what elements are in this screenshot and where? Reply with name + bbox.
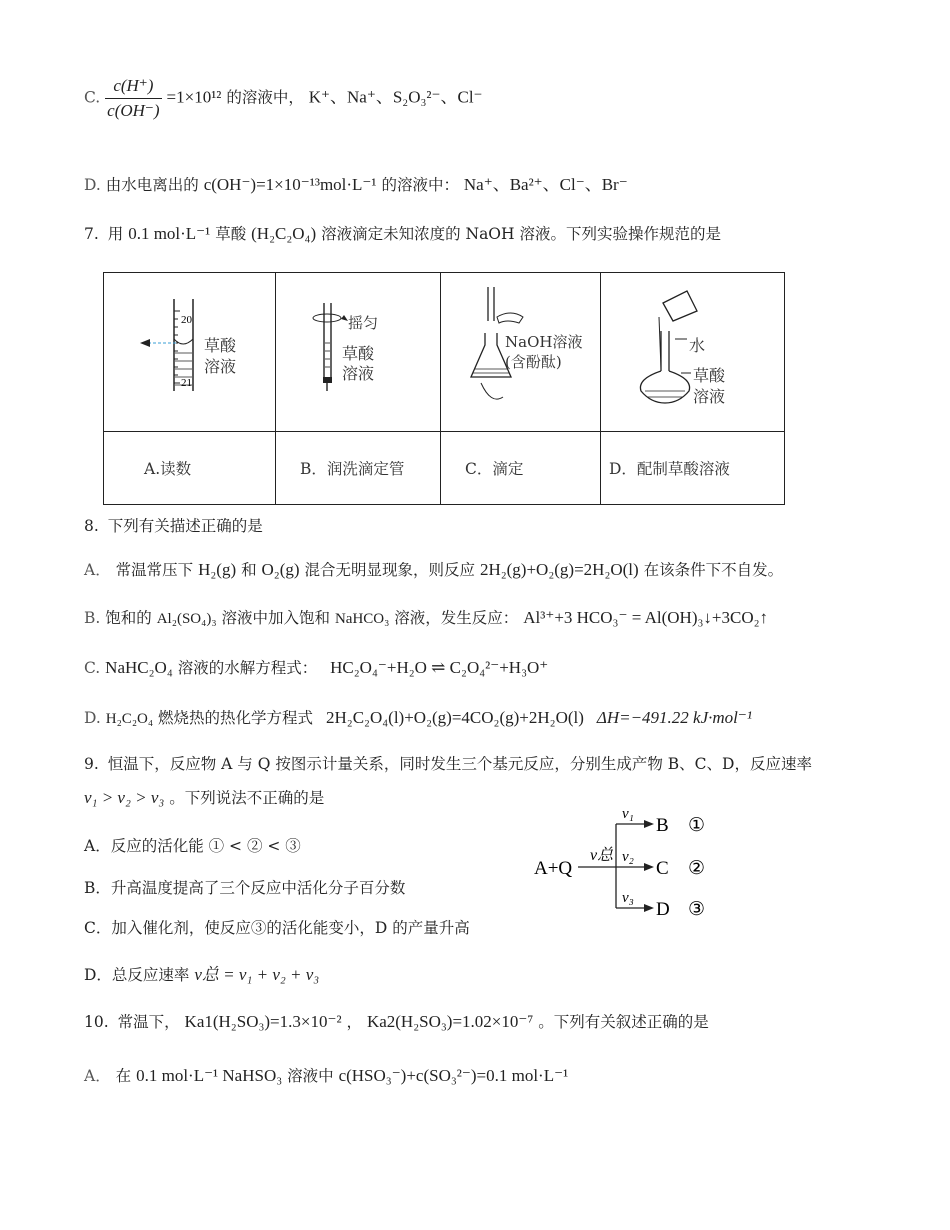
q8a-f1: H₂(g): [198, 560, 237, 579]
hand-icon: [481, 383, 503, 399]
q8d-t1: 燃烧热的热化学方程式: [158, 709, 314, 727]
question-10-stem: [84, 1010, 709, 1032]
eye-icon: [140, 339, 150, 347]
arrow-icon: [644, 863, 654, 871]
option-d-mid: 的溶液中：: [381, 176, 459, 194]
arrow-icon: [644, 820, 654, 828]
fig-d-label: 溶液: [693, 387, 726, 406]
reaction-number: ③: [688, 898, 706, 920]
q8b-t1: 饱和的: [105, 609, 152, 627]
option-d-ions: Na⁺、Ba²⁺、Cl⁻、Br⁻: [463, 175, 628, 194]
fig-a-label: 溶液: [204, 357, 237, 376]
q9-option-c: C．加入催化剂，使反应③的活化能变小，D 的产量升高: [84, 919, 470, 937]
option-label: A．: [84, 1067, 111, 1085]
q8a-t2: 和: [241, 561, 257, 579]
q8c-equation: HC₂O₄⁻+H₂O ⇌ C₂O₄²⁻+H₃O⁺: [330, 658, 549, 677]
reaction-number: ②: [688, 857, 706, 879]
q8-option-b: [84, 606, 768, 628]
q7-text-b: 草酸: [215, 225, 247, 243]
caption-c: C．滴定: [441, 432, 601, 505]
caption-b: B．润洗滴定管: [276, 432, 441, 505]
branch-3: [616, 890, 705, 920]
option-c-equation: =1×10¹²: [166, 87, 222, 107]
burette-rinse-figure: [276, 273, 440, 427]
q10-ka2: Ka2(H₂SO₃)=1.02×10⁻⁷: [366, 1012, 534, 1031]
option-label: B.: [84, 609, 101, 627]
tick-label: 20: [181, 314, 192, 326]
question-number: 9.: [84, 755, 99, 773]
reaction-scheme: [532, 800, 732, 925]
q7-formula: (H₂C₂O₄): [251, 224, 317, 243]
q9-rates: v₁ > v₂ > v₃: [84, 788, 165, 807]
q8d-equation: 2H₂C₂O₄(l)+O₂(g)=4CO₂(g)+2H₂O(l): [326, 708, 584, 727]
q10-option-a: [84, 1064, 568, 1086]
fig-b-shake-label: 摇匀: [348, 314, 379, 332]
q10-t1: 常温下，: [117, 1013, 180, 1031]
product-label: B: [656, 815, 669, 836]
q9-stem: 恒温下，反应物 A 与 Q 按图示计量关系，同时发生三个基元反应，分别生成产物 B、C、D，反应速率: [107, 755, 812, 773]
q8c-t1: 溶液的水解方程式：: [177, 659, 318, 677]
option-label: C.: [84, 659, 101, 677]
reaction-number: ①: [688, 814, 706, 836]
q8b-t3: 溶液，发生反应：: [394, 609, 519, 627]
q8c-f1: NaHC₂O₄: [105, 658, 173, 677]
rate-label: v₃: [622, 890, 634, 906]
q9-option-b: B．升高温度提高了三个反应中活化分子百分数: [84, 879, 406, 897]
fig-c-label: NaOH溶液: [505, 333, 583, 351]
q8a-f2: O₂(g): [261, 560, 300, 579]
tick-label: 21: [181, 377, 192, 389]
q8b-equation: Al³⁺+3 HCO₃⁻ = Al(OH)₃↓+3CO₂↑: [523, 608, 769, 627]
option-c: [84, 76, 483, 121]
figure-a-cell: [104, 273, 276, 432]
q10-t2: 。下列有关叙述正确的是: [538, 1013, 709, 1031]
titration-figure: [441, 273, 600, 427]
q10-ka1: Ka1(H₂SO₃)=1.3×10⁻²: [184, 1012, 342, 1031]
product-label: D: [656, 899, 670, 920]
q8-stem: 下列有关描述正确的是: [107, 517, 263, 535]
q10-sep: ，: [346, 1013, 363, 1031]
flask-bulb-icon: [640, 371, 689, 403]
fraction: [105, 76, 161, 121]
fig-c-label: (含酚酞): [505, 353, 562, 371]
fig-b-label: 草酸: [342, 344, 375, 363]
fraction-denominator: c(OH⁻): [107, 101, 160, 120]
q8-option-c: [84, 656, 548, 678]
question-9-stem: [84, 752, 812, 774]
rate-label: v₂: [622, 849, 634, 865]
fig-d-label: 草酸: [693, 366, 726, 385]
branch-2: [622, 849, 705, 879]
figure-d-cell: [601, 273, 785, 432]
q7-text-a: 用: [107, 225, 124, 243]
rate-label: v₁: [622, 806, 634, 822]
question-7-stem: [84, 222, 721, 244]
question-number: 8.: [84, 517, 99, 535]
q7-text-c: 溶液滴定未知浓度的 NaOH 溶液。下列实验操作规范的是: [321, 225, 721, 243]
q8-option-a: [84, 558, 783, 580]
option-d-pre: 由水电离出的: [105, 176, 199, 194]
figure-b-cell: [276, 273, 441, 432]
branch-1: [616, 806, 705, 836]
q7-concentration: 0.1 mol·L⁻¹: [128, 224, 211, 243]
total-rate-label: v总: [590, 847, 614, 864]
q8a-equation: 2H₂(g)+O₂(g)=2H₂O(l): [479, 560, 639, 579]
option-d-label: D.: [84, 176, 101, 194]
q8a-t3: 混合无明显现象，则反应: [304, 561, 475, 579]
q8a-t4: 在该条件下不自发。: [643, 561, 784, 579]
q9d-text: D．总反应速率: [84, 966, 190, 984]
caption-d: D．配制草酸溶液: [601, 432, 785, 505]
q10a-equation: c(HSO₃⁻)+c(SO₃²⁻)=0.1 mol·L⁻¹: [338, 1066, 569, 1085]
option-c-ions: K⁺、Na⁺、S₂O₃²⁻、Cl⁻: [308, 87, 483, 107]
q9-stem-end: 。下列说法不正确的是: [169, 789, 325, 807]
figure-c-cell: [441, 273, 601, 432]
q8d-enthalpy: ΔH=−491.22 kJ·mol⁻¹: [596, 708, 752, 727]
q8a-t1: 常温常压下: [115, 561, 194, 579]
q8-option-d: [84, 706, 752, 728]
q10a-t1: 在: [115, 1067, 132, 1085]
burette-reading-figure: [104, 273, 275, 427]
option-d-expr: c(OH⁻)=1×10⁻¹³mol·L⁻¹: [203, 175, 377, 194]
question-8-stem: [84, 514, 263, 536]
fig-a-label: 草酸: [204, 336, 237, 355]
q8b-f2: NaHCO₃: [334, 611, 390, 627]
product-label: C: [656, 858, 669, 879]
question-number: 10.: [84, 1013, 109, 1031]
q10a-t2: 溶液中: [287, 1067, 334, 1085]
q8d-f1: H₂C₂O₄: [105, 711, 154, 727]
arrow-icon: [644, 904, 654, 912]
hand-icon: [497, 313, 523, 323]
q8b-f1: Al₂(SO₄)₃: [156, 611, 217, 627]
q10a-expr: 0.1 mol·L⁻¹ NaHSO₃: [136, 1066, 283, 1085]
beaker-icon: [663, 291, 697, 321]
question-number: 7.: [84, 225, 99, 243]
rotate-arrow-icon: [313, 314, 341, 322]
experiment-table: [103, 272, 785, 505]
fig-b-label: 溶液: [342, 364, 375, 383]
reactant-label: A+Q: [534, 858, 573, 879]
fraction-numerator: c(H⁺): [105, 76, 161, 99]
fig-d-water-label: 水: [689, 336, 706, 355]
option-d: [84, 170, 628, 195]
q9-option-d: [84, 960, 319, 985]
option-c-text: 的溶液中，: [226, 88, 304, 107]
q9-option-a: A．反应的活化能 ① < ② < ③: [84, 837, 301, 855]
q9d-math: v总 = v₁ + v₂ + v₃: [194, 965, 320, 984]
stopcock-icon: [323, 377, 332, 383]
option-c-label: C.: [84, 88, 101, 107]
option-label: A．: [84, 561, 111, 579]
option-label: D.: [84, 709, 101, 727]
caption-a: A.读数: [104, 432, 276, 505]
volumetric-flask-figure: [601, 273, 784, 427]
question-9-stem-2: [84, 786, 324, 808]
q8b-t2: 溶液中加入饱和: [221, 609, 331, 627]
